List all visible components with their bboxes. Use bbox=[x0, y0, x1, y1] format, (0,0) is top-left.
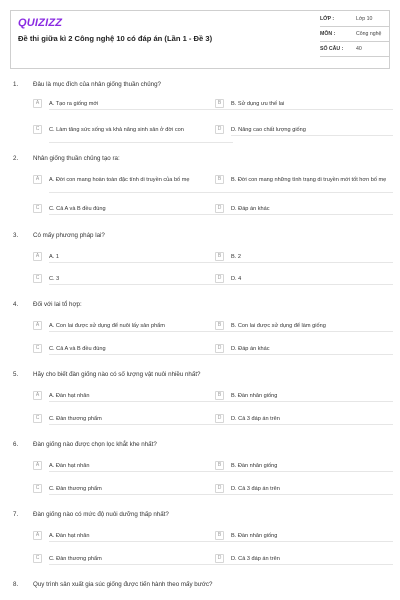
meta-value: Lớp 10 bbox=[356, 16, 373, 22]
option-letter: A bbox=[33, 175, 42, 184]
question-text: Hãy cho biết đàn giống nào có số lượng vật nuôi nhiều nhất? bbox=[33, 371, 201, 378]
question-number: 3. bbox=[13, 232, 19, 239]
question-number: 4. bbox=[13, 301, 19, 308]
option-text: A. 1 bbox=[49, 254, 59, 260]
option-underline bbox=[231, 494, 393, 495]
question-text: Đàn giống nào có mức độ nuôi dưỡng thấp nhất? bbox=[33, 511, 169, 518]
option-text: C. 3 bbox=[49, 276, 60, 282]
option-letter: B bbox=[215, 321, 224, 330]
option-text: D. Cả 3 đáp án trên bbox=[231, 416, 280, 422]
option-underline bbox=[49, 284, 233, 285]
question-number: 6. bbox=[13, 441, 19, 448]
question-text: Quy trình sản xuất gia súc giống được tiến hành theo mấy bước? bbox=[33, 581, 213, 588]
option-underline bbox=[49, 142, 233, 143]
option-underline bbox=[231, 192, 393, 193]
option-text: C. Cả A và B đều đúng bbox=[49, 206, 106, 212]
option-letter: B bbox=[215, 175, 224, 184]
worksheet-header bbox=[10, 10, 390, 69]
option-letter: C bbox=[33, 274, 42, 283]
option-text: B. Sử dụng ưu thế lai bbox=[231, 101, 285, 107]
option-letter: D bbox=[215, 414, 224, 423]
option-underline bbox=[49, 331, 233, 332]
option-letter: D bbox=[215, 274, 224, 283]
worksheet-title: Đề thi giữa kì 2 Công nghệ 10 có đáp án (Lần 1 - Đề 3) bbox=[18, 34, 213, 43]
question-number: 1. bbox=[13, 81, 19, 88]
question-text: Đàn giống nào được chọn lọc khắt khe nhất? bbox=[33, 441, 157, 448]
option-letter: C bbox=[33, 344, 42, 353]
meta-row-class bbox=[320, 11, 390, 27]
option-underline bbox=[231, 471, 393, 472]
option-text: D. 4 bbox=[231, 276, 242, 282]
question-number: 7. bbox=[13, 511, 19, 518]
option-text: C. Đàn thương phẩm bbox=[49, 556, 102, 562]
meta-label: SỐ CÂU : bbox=[320, 46, 344, 52]
option-text: B. Đàn nhân giống bbox=[231, 463, 278, 469]
option-text: A. Đàn hạt nhân bbox=[49, 393, 90, 399]
option-letter: B bbox=[215, 252, 224, 261]
option-letter: A bbox=[33, 252, 42, 261]
option-text: B. 2 bbox=[231, 254, 241, 260]
option-text: A. Đời con mang hoàn toàn đặc tính di truyền của bố mẹ bbox=[49, 177, 190, 183]
option-underline bbox=[231, 109, 393, 110]
option-underline bbox=[231, 214, 393, 215]
option-letter: D bbox=[215, 484, 224, 493]
option-underline bbox=[49, 494, 233, 495]
option-underline bbox=[231, 401, 393, 402]
option-letter: B bbox=[215, 99, 224, 108]
option-text: B. Đàn nhân giống bbox=[231, 393, 278, 399]
option-letter: B bbox=[215, 531, 224, 540]
meta-value: 40 bbox=[356, 46, 362, 52]
option-text: C. Đàn thương phẩm bbox=[49, 416, 102, 422]
option-letter: A bbox=[33, 461, 42, 470]
option-letter: B bbox=[215, 461, 224, 470]
option-text: B. Đàn nhân giống bbox=[231, 533, 278, 539]
option-text: A. Đàn hạt nhân bbox=[49, 463, 90, 469]
option-text: C. Cả A và B đều đúng bbox=[49, 346, 106, 352]
question-number: 8. bbox=[13, 581, 19, 588]
option-underline bbox=[231, 284, 393, 285]
option-underline bbox=[231, 424, 393, 425]
question-number: 5. bbox=[13, 371, 19, 378]
option-text: D. Nâng cao chất lượng giống bbox=[231, 127, 306, 133]
option-letter: A bbox=[33, 531, 42, 540]
meta-label: MÔN : bbox=[320, 31, 336, 37]
option-underline bbox=[49, 424, 233, 425]
option-text: D. Cả 3 đáp án trên bbox=[231, 486, 280, 492]
worksheet-meta bbox=[320, 11, 390, 68]
option-text: D. Đáp án khác bbox=[231, 346, 270, 352]
option-text: D. Cả 3 đáp án trên bbox=[231, 556, 280, 562]
option-underline bbox=[231, 262, 393, 263]
option-letter: A bbox=[33, 321, 42, 330]
option-letter: A bbox=[33, 99, 42, 108]
option-underline bbox=[231, 541, 393, 542]
meta-value: Công nghệ bbox=[356, 31, 382, 37]
option-underline bbox=[49, 354, 233, 355]
option-underline bbox=[231, 135, 393, 136]
option-text: B. Con lai được sử dụng để làm giống bbox=[231, 323, 326, 329]
question-text: Đâu là mục đích của nhân giống thuần chủng? bbox=[33, 81, 161, 88]
option-text: B. Đời con mang những tình trạng di truyền mới tốt hơn bố mẹ bbox=[231, 177, 387, 183]
meta-row-count bbox=[320, 41, 390, 57]
option-underline bbox=[49, 541, 233, 542]
option-letter: C bbox=[33, 125, 42, 134]
question-number: 2. bbox=[13, 155, 19, 162]
option-text: D. Đáp án khác bbox=[231, 206, 270, 212]
option-text: C. Đàn thương phẩm bbox=[49, 486, 102, 492]
option-text: A. Con lai được sử dụng để nuôi lấy sản phẩm bbox=[49, 323, 165, 329]
option-letter: C bbox=[33, 484, 42, 493]
option-underline bbox=[49, 192, 233, 193]
meta-label: LỚP : bbox=[320, 16, 335, 22]
quizizz-logo: QUIZIZZ bbox=[18, 17, 63, 29]
option-underline bbox=[49, 401, 233, 402]
option-underline bbox=[49, 214, 233, 215]
option-underline bbox=[49, 471, 233, 472]
option-text: A. Tạo ra giống mới bbox=[49, 101, 99, 107]
option-underline bbox=[49, 564, 233, 565]
option-text: C. Làm tăng sức sống và khả năng sinh sản ở đời con bbox=[49, 127, 184, 133]
question-text: Nhân giống thuần chủng tạo ra: bbox=[33, 155, 120, 162]
option-underline bbox=[49, 262, 233, 263]
option-underline bbox=[231, 564, 393, 565]
question-text: Có mấy phương pháp lai? bbox=[33, 232, 105, 239]
question-text: Đối với lai tổ hợp: bbox=[33, 301, 82, 308]
option-letter: B bbox=[215, 391, 224, 400]
option-letter: D bbox=[215, 125, 224, 134]
option-letter: C bbox=[33, 414, 42, 423]
option-letter: A bbox=[33, 391, 42, 400]
option-underline bbox=[231, 354, 393, 355]
option-letter: D bbox=[215, 554, 224, 563]
option-text: A. Đàn hạt nhân bbox=[49, 533, 90, 539]
option-letter: C bbox=[33, 554, 42, 563]
option-underline bbox=[231, 331, 393, 332]
meta-row-subject bbox=[320, 26, 390, 42]
option-letter: C bbox=[33, 204, 42, 213]
option-letter: D bbox=[215, 344, 224, 353]
option-letter: D bbox=[215, 204, 224, 213]
option-underline bbox=[49, 109, 233, 110]
